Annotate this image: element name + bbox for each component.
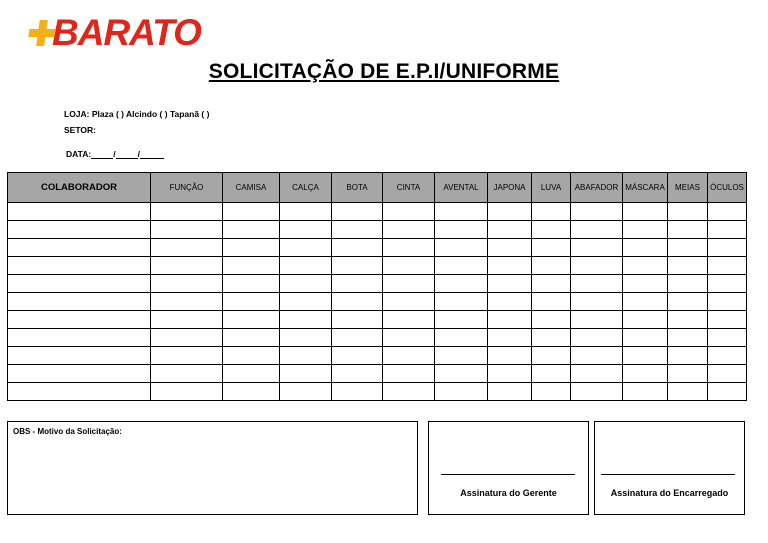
table-cell[interactable] [668, 365, 708, 383]
table-cell[interactable] [668, 275, 708, 293]
table-cell[interactable] [708, 347, 747, 365]
table-cell[interactable] [8, 203, 151, 221]
table-cell[interactable] [571, 203, 623, 221]
table-cell[interactable] [280, 365, 332, 383]
table-cell[interactable] [151, 365, 223, 383]
table-cell[interactable] [8, 329, 151, 347]
table-cell[interactable] [488, 275, 532, 293]
table-cell[interactable] [8, 257, 151, 275]
table-cell[interactable] [435, 221, 488, 239]
table-cell[interactable] [8, 311, 151, 329]
column-header-cinta: CINTA [383, 173, 435, 203]
manager-signature-label: Assinatura do Gerente [460, 488, 557, 498]
table-cell[interactable] [708, 239, 747, 257]
table-cell[interactable] [435, 257, 488, 275]
table-cell[interactable] [623, 383, 668, 401]
table-row [8, 311, 747, 329]
table-cell[interactable] [488, 239, 532, 257]
table-cell[interactable] [280, 257, 332, 275]
table-cell[interactable] [488, 311, 532, 329]
column-header-avental: AVENTAL [435, 173, 488, 203]
table-cell[interactable] [383, 365, 435, 383]
table-cell[interactable] [332, 203, 383, 221]
manager-signature-box[interactable] [428, 421, 589, 515]
table-cell[interactable] [435, 203, 488, 221]
table-cell[interactable] [151, 203, 223, 221]
table-cell[interactable] [332, 329, 383, 347]
table-cell[interactable] [383, 329, 435, 347]
table-cell[interactable] [532, 383, 571, 401]
table-cell[interactable] [623, 239, 668, 257]
table-cell[interactable] [223, 203, 280, 221]
table-cell[interactable] [332, 257, 383, 275]
table-cell[interactable] [668, 383, 708, 401]
table-cell[interactable] [151, 329, 223, 347]
date-separator: / [137, 149, 140, 159]
table-cell[interactable] [571, 311, 623, 329]
obs-box[interactable] [7, 421, 418, 515]
table-cell[interactable] [280, 221, 332, 239]
table-cell[interactable] [435, 365, 488, 383]
table-cell[interactable] [532, 203, 571, 221]
table-cell[interactable] [280, 239, 332, 257]
table-cell[interactable] [151, 347, 223, 365]
table-cell[interactable] [332, 383, 383, 401]
table-cell[interactable] [623, 221, 668, 239]
date-day-blank[interactable] [91, 149, 116, 159]
table-cell[interactable] [383, 239, 435, 257]
obs-label: OBS - Motivo da Solicitação: [13, 427, 122, 436]
table-cell[interactable] [151, 257, 223, 275]
table-cell[interactable] [332, 347, 383, 365]
table-cell[interactable] [383, 257, 435, 275]
column-header-mascara: MÁSCARA [623, 173, 668, 203]
table-cell[interactable] [383, 293, 435, 311]
table-cell[interactable] [332, 221, 383, 239]
table-body [8, 203, 747, 401]
table-cell[interactable] [668, 329, 708, 347]
table-cell[interactable] [151, 239, 223, 257]
table-cell[interactable] [223, 311, 280, 329]
table-cell[interactable] [332, 365, 383, 383]
table-row [8, 347, 747, 365]
signature-line [441, 474, 575, 475]
table-cell[interactable] [708, 329, 747, 347]
table-cell[interactable] [223, 293, 280, 311]
table-cell[interactable] [571, 275, 623, 293]
table-row [8, 275, 747, 293]
table-cell[interactable] [668, 221, 708, 239]
table-cell[interactable] [280, 347, 332, 365]
table-cell[interactable] [571, 347, 623, 365]
table-cell[interactable] [488, 329, 532, 347]
table-cell[interactable] [532, 365, 571, 383]
table-row [8, 221, 747, 239]
table-header-row [8, 173, 747, 203]
supervisor-signature-box[interactable] [594, 421, 745, 515]
table-cell[interactable] [435, 383, 488, 401]
table-row [8, 203, 747, 221]
store-selection-line: LOJA: Plaza ( ) Alcindo ( ) Tapanã ( ) [64, 109, 210, 119]
table-cell[interactable] [383, 221, 435, 239]
table-row [8, 365, 747, 383]
table-cell[interactable] [623, 365, 668, 383]
table-cell[interactable] [623, 203, 668, 221]
table-cell[interactable] [151, 311, 223, 329]
table-row [8, 257, 747, 275]
table-cell[interactable] [223, 221, 280, 239]
table-cell[interactable] [435, 311, 488, 329]
table-cell[interactable] [571, 329, 623, 347]
table-row [8, 293, 747, 311]
table-cell[interactable] [488, 293, 532, 311]
date-month-blank[interactable] [116, 149, 138, 159]
table-cell[interactable] [708, 311, 747, 329]
table-cell[interactable] [488, 221, 532, 239]
table-cell[interactable] [280, 203, 332, 221]
logo-text: BARATO [52, 12, 201, 53]
table-cell[interactable] [435, 347, 488, 365]
supervisor-signature-label: Assinatura do Encarregado [610, 488, 729, 498]
date-year-blank[interactable] [137, 149, 164, 159]
column-header-meias: MEIAS [668, 173, 708, 203]
table-cell[interactable] [532, 293, 571, 311]
table-cell[interactable] [8, 221, 151, 239]
table-cell[interactable] [532, 239, 571, 257]
table-cell[interactable] [708, 257, 747, 275]
column-header-calca: CALÇA [280, 173, 332, 203]
table-cell[interactable] [223, 329, 280, 347]
column-header-luva: LUVA [532, 173, 571, 203]
table-cell[interactable] [668, 311, 708, 329]
table-cell[interactable] [571, 239, 623, 257]
table-cell[interactable] [623, 293, 668, 311]
table-cell[interactable] [488, 383, 532, 401]
table-cell[interactable] [532, 275, 571, 293]
table-cell[interactable] [280, 329, 332, 347]
table-cell[interactable] [223, 275, 280, 293]
table-cell[interactable] [223, 257, 280, 275]
table-cell[interactable] [708, 203, 747, 221]
table-cell[interactable] [532, 329, 571, 347]
table-cell[interactable] [668, 203, 708, 221]
table-cell[interactable] [383, 275, 435, 293]
table-cell[interactable] [571, 293, 623, 311]
table-cell[interactable] [488, 365, 532, 383]
table-cell[interactable] [223, 365, 280, 383]
column-header-funcao: FUNÇÃO [151, 173, 223, 203]
table-cell[interactable] [532, 221, 571, 239]
table-cell[interactable] [571, 221, 623, 239]
table-cell[interactable] [532, 257, 571, 275]
table-cell[interactable] [668, 257, 708, 275]
table-cell[interactable] [383, 311, 435, 329]
table-cell[interactable] [532, 347, 571, 365]
table-cell[interactable] [435, 239, 488, 257]
table-cell[interactable] [332, 311, 383, 329]
sector-label: SETOR: [64, 125, 96, 135]
column-header-abafador: ABAFADOR [571, 173, 623, 203]
table-cell[interactable] [488, 203, 532, 221]
table-cell[interactable] [623, 257, 668, 275]
table-row [8, 239, 747, 257]
table-row [8, 383, 747, 401]
table-cell[interactable] [8, 275, 151, 293]
table-cell[interactable] [332, 275, 383, 293]
table-cell[interactable] [383, 347, 435, 365]
table-cell[interactable] [571, 365, 623, 383]
date-field [66, 149, 164, 159]
table-cell[interactable] [151, 221, 223, 239]
table-cell[interactable] [8, 293, 151, 311]
column-header-camisa: CAMISA [223, 173, 280, 203]
table-cell[interactable] [280, 275, 332, 293]
date-separator: / [113, 149, 116, 159]
table-cell[interactable] [435, 275, 488, 293]
table-cell[interactable] [8, 383, 151, 401]
table-cell[interactable] [8, 239, 151, 257]
table-cell[interactable] [708, 293, 747, 311]
table-cell[interactable] [280, 293, 332, 311]
table-cell[interactable] [571, 257, 623, 275]
page-title: SOLICITAÇÃO DE E.P.I/UNIFORME [208, 60, 560, 83]
table-cell[interactable] [668, 239, 708, 257]
date-label: DATA: [66, 149, 92, 159]
table-cell[interactable] [708, 383, 747, 401]
table-row [8, 329, 747, 347]
table-cell[interactable] [280, 311, 332, 329]
table-cell[interactable] [8, 347, 151, 365]
table-cell[interactable] [8, 365, 151, 383]
table-cell[interactable] [223, 239, 280, 257]
table-cell[interactable] [435, 329, 488, 347]
column-header-oculos: ÓCULOS [708, 173, 747, 203]
table-cell[interactable] [383, 203, 435, 221]
column-header-japona: JAPONA [488, 173, 532, 203]
table-cell[interactable] [332, 293, 383, 311]
signature-line [601, 474, 735, 475]
table-cell[interactable] [668, 293, 708, 311]
table-cell[interactable] [223, 347, 280, 365]
epi-request-table [7, 172, 747, 401]
table-cell[interactable] [571, 383, 623, 401]
column-header-colaborador: COLABORADOR [8, 173, 151, 203]
table-cell[interactable] [532, 311, 571, 329]
table-cell[interactable] [280, 383, 332, 401]
table-cell[interactable] [623, 311, 668, 329]
table-cell[interactable] [708, 365, 747, 383]
table-cell[interactable] [223, 383, 280, 401]
table-cell[interactable] [708, 275, 747, 293]
table-cell[interactable] [383, 383, 435, 401]
table-cell[interactable] [623, 329, 668, 347]
table-cell[interactable] [668, 347, 708, 365]
table-cell[interactable] [488, 347, 532, 365]
table-cell[interactable] [151, 275, 223, 293]
table-cell[interactable] [332, 239, 383, 257]
table-cell[interactable] [623, 347, 668, 365]
table-cell[interactable] [151, 293, 223, 311]
table-cell[interactable] [435, 293, 488, 311]
table-cell[interactable] [623, 275, 668, 293]
table-cell[interactable] [151, 383, 223, 401]
column-header-bota: BOTA [332, 173, 383, 203]
table-cell[interactable] [488, 257, 532, 275]
barato-logo [26, 14, 201, 51]
table-cell[interactable] [708, 221, 747, 239]
